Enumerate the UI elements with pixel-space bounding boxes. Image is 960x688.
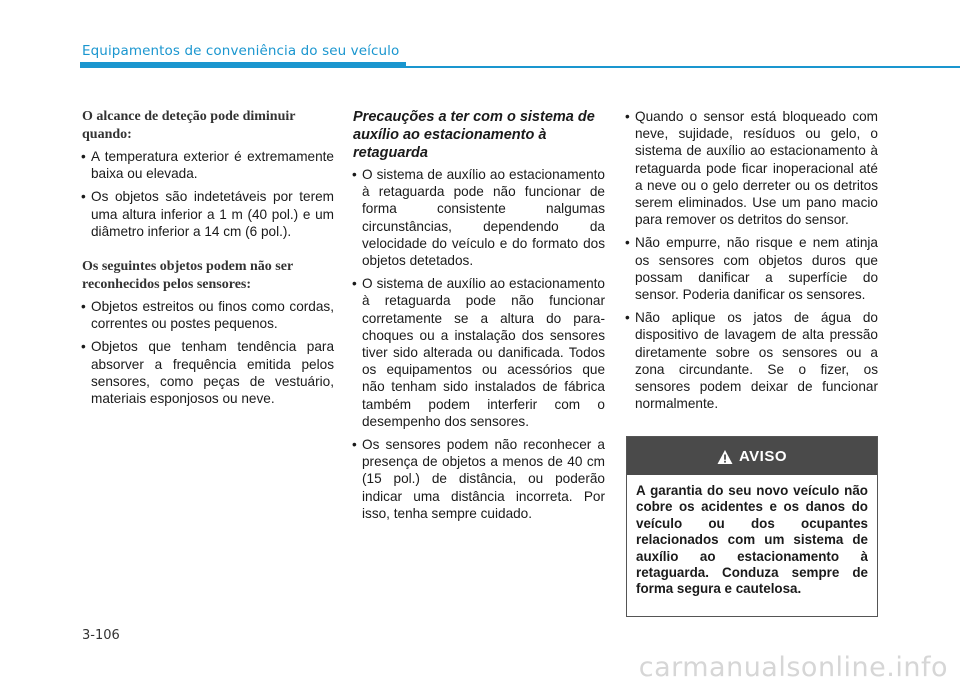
warning-title: AVISO [738, 447, 788, 465]
section-title: Equipamentos de conveniência do seu veículo [82, 43, 400, 59]
list-item: • Os sensores podem não reconhecer a presença de objetos a menos de 40 cm (15 pol.) de distância, ou poderão indicar uma distância incorreta. Por isso, tenha sempre cuidado. [353, 436, 605, 522]
list-item: • Objetos que tenham tendência para absorver a frequência emitida pelos sensores, como peças de vestuário, materiais esponjosos ou neve. [82, 338, 334, 407]
header-accent-bar [80, 62, 406, 68]
list-item: • Os objetos são indetetáveis por terem uma altura inferior a 1 m (40 pol.) e um diâmetro inferior a 14 cm (6 pol.). [82, 188, 334, 240]
subheading-precautions: Precauções a ter com o sistema de auxílio ao estacionamento à retaguarda [353, 109, 595, 161]
warning-header [627, 437, 877, 475]
list-item: • Objetos estreitos ou finos como cordas, correntes ou postes pequenos. [82, 298, 334, 332]
list-item: • O sistema de auxílio ao estacionamento à retaguarda pode não funcionar de forma consistente nalgumas circunstâncias, dependendo da velocidade do veículo e do formato dos objetos detetados. [353, 166, 605, 269]
header-rule [406, 66, 960, 68]
sensor-care-list [626, 108, 878, 412]
column-2 [353, 108, 605, 528]
warning-text: A garantia do seu novo veículo não cobre os acidentes e os danos do veículo ou dos ocupantes relacionados com um sistema de auxílio ao estacionamento à retaguarda. Conduza sempre de forma segura e cautelosa. [636, 483, 868, 597]
subheading-detection-range: O alcance de deteção pode diminuir quando: [82, 109, 296, 142]
watermark: carmanualsonline.info [638, 652, 948, 683]
list-item: • Não aplique os jatos de água do dispositivo de lavagem de alta pressão diretamente sobre os sensores ou a zona circundante. Se o fizer, os sensores podem deixar de funcionar normalmente. [626, 309, 878, 412]
list-item: • Não empurre, não risque e nem atinja os sensores com objetos duros que possam danificar a superfície do sensor. Poderia danificar os sensores. [626, 234, 878, 303]
warning-triangle-icon [717, 449, 733, 465]
page-number: 3-106 [82, 628, 120, 643]
unrecognized-objects-list [82, 298, 334, 407]
precautions-list [353, 166, 605, 522]
list-item: • O sistema de auxílio ao estacionamento à retaguarda pode não funcionar corretamente se a altura do para-choques ou a instalação dos sensores tiver sido alterada ou danificada. Todos os equipamentos ou acessórios que não tenham sido instalados de fábrica também podem interferir com o desempenho dos sensores. [353, 275, 605, 430]
list-item: • Quando o sensor está bloqueado com neve, sujidade, resíduos ou gelo, o sistema de auxílio ao estacionamento à retaguarda pode ficar inoperacional até a neve ou o gelo derreter ou os detritos serem eliminados. Use um pano macio para remover os detritos do sensor. [626, 108, 878, 228]
subheading-unrecognized-objects: Os seguintes objetos podem não ser reconhecidos pelos sensores: [82, 259, 293, 293]
detection-range-list [82, 148, 334, 240]
warning-box [626, 436, 878, 617]
list-item: • A temperatura exterior é extremamente baixa ou elevada. [82, 148, 334, 182]
column-1 [82, 108, 334, 413]
column-3 [626, 108, 878, 418]
